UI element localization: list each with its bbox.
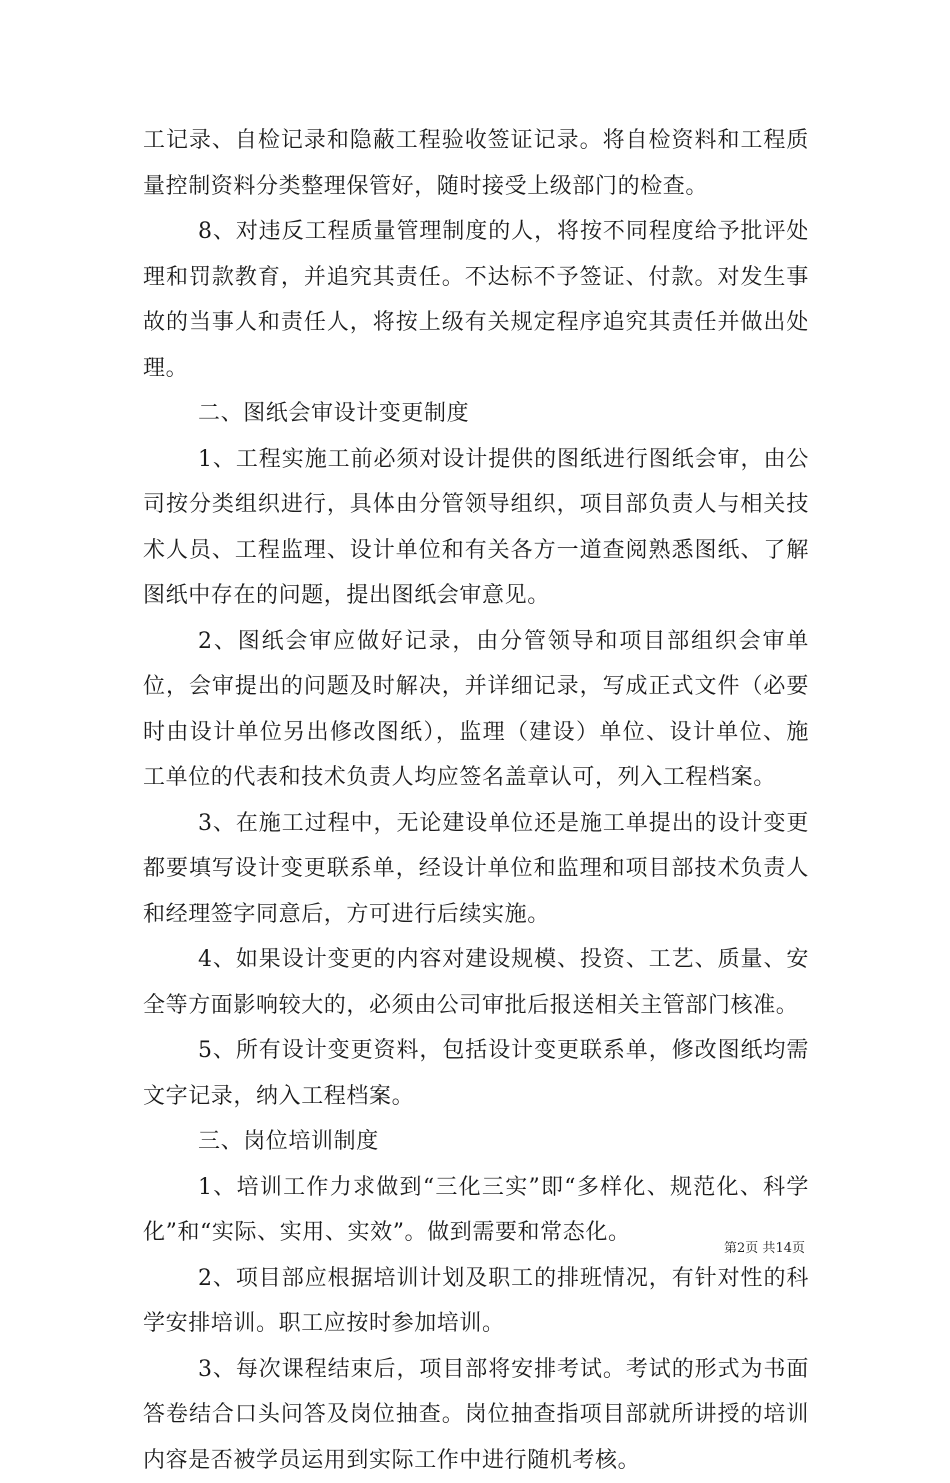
paragraph: 3、在施工过程中，无论建设单位还是施工单提出的设计变更都要填写设计变更联系单，经设计单位和监理和项目部技术负责人和经理签字同意后，方可进行后续实施。 — [143, 801, 809, 938]
footer-prefix: 第 — [724, 1241, 737, 1256]
footer-page-number: 2 — [737, 1241, 745, 1256]
section-heading: 三、岗位培训制度 — [143, 1119, 809, 1165]
paragraph: 2、项目部应根据培训计划及职工的排班情况，有针对性的科学安排培训。职工应按时参加培训。 — [143, 1256, 809, 1347]
footer-suffix: 页 — [792, 1241, 805, 1256]
paragraph: 5、所有设计变更资料，包括设计变更联系单，修改图纸均需文字记录，纳入工程档案。 — [143, 1028, 809, 1119]
paragraph: 工记录、自检记录和隐蔽工程验收签证记录。将自检资料和工程质量控制资料分类整理保管好，随时接受上级部门的检查。 — [143, 118, 809, 209]
footer-middle: 页 共 — [745, 1241, 775, 1256]
document-body — [143, 118, 809, 1483]
paragraph: 8、对违反工程质量管理制度的人，将按不同程度给予批评处理和罚款教育，并追究其责任。不达标不予签证、付款。对发生事故的当事人和责任人，将按上级有关规定程序追究其责任并做出处理。 — [143, 209, 809, 391]
section-heading: 二、图纸会审设计变更制度 — [143, 391, 809, 437]
paragraph: 4、如果设计变更的内容对建设规模、投资、工艺、质量、安全等方面影响较大的，必须由公司审批后报送相关主管部门核准。 — [143, 937, 809, 1028]
footer-total-pages: 14 — [775, 1241, 792, 1256]
paragraph: 1、培训工作力求做到“三化三实”即“多样化、规范化、科学化”和“实际、实用、实效”。做到需要和常态化。 — [143, 1165, 809, 1256]
page-number-footer — [724, 1241, 805, 1257]
paragraph: 2、图纸会审应做好记录，由分管领导和项目部组织会审单位，会审提出的问题及时解决，并详细记录，写成正式文件（必要时由设计单位另出修改图纸），监理（建设）单位、设计单位、施工单位的代表和技术负责人均应签名盖章认可，列入工程档案。 — [143, 619, 809, 801]
paragraph: 3、每次课程结束后，项目部将安排考试。考试的形式为书面答卷结合口头问答及岗位抽查。岗位抽查指项目部就所讲授的培训内容是否被学员运用到实际工作中进行随机考核。 — [143, 1347, 809, 1483]
paragraph: 1、工程实施工前必须对设计提供的图纸进行图纸会审，由公司按分类组织进行，具体由分管领导组织，项目部负责人与相关技术人员、工程监理、设计单位和有关各方一道查阅熟悉图纸、了解图纸中存在的问题，提出图纸会审意见。 — [143, 437, 809, 619]
